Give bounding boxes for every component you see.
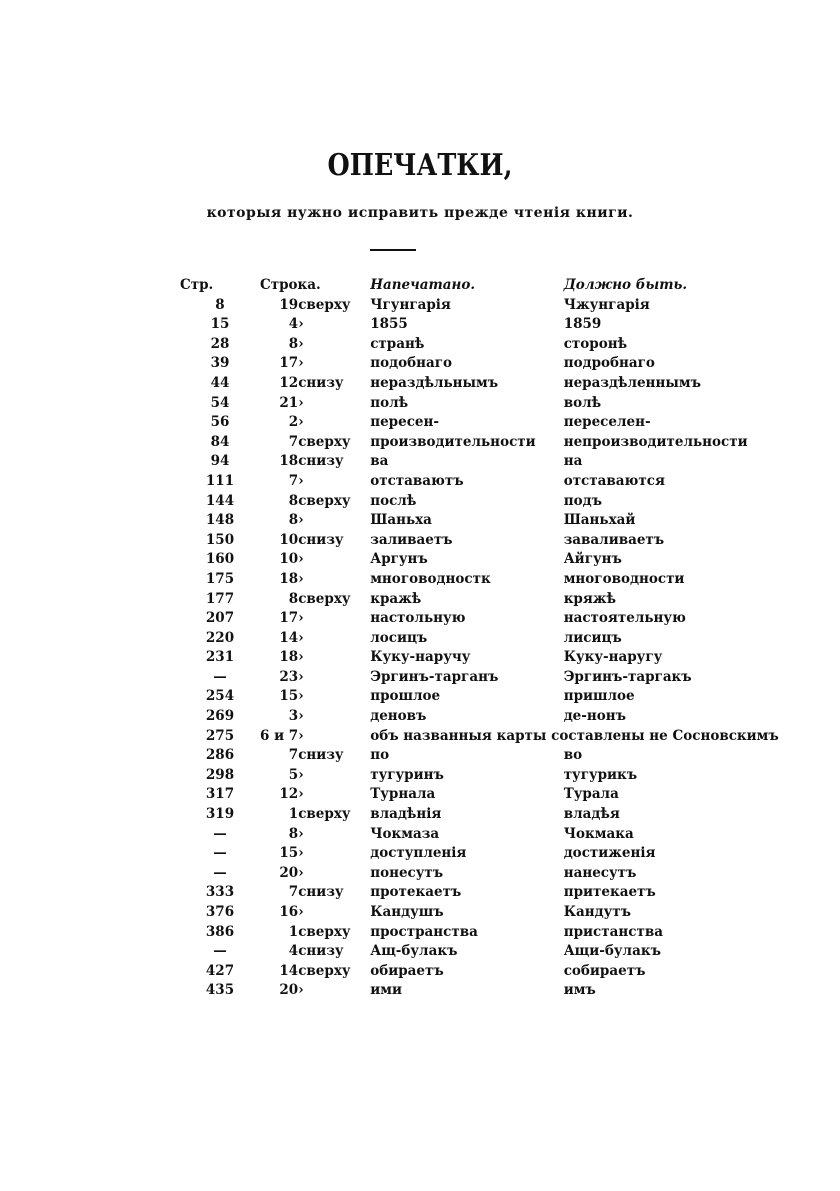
row-correct: нераздѣленнымъ [563,374,701,391]
header-correct: Должно быть. [563,277,688,293]
row-direction: › [298,786,304,803]
table-row [180,394,779,414]
row-direction: › [298,982,304,999]
row-printed: Турнала [370,786,436,803]
row-printed: пересен- [370,414,439,431]
row-printed: полѣ [370,394,409,411]
table-row [180,433,779,453]
row-correct: владѣя [563,806,620,823]
row-printed: настольную [370,610,466,627]
row-correct: отставаются [563,472,665,489]
row-direction: снизу [298,943,344,960]
row-correct: лисицъ [563,629,622,646]
row-printed: Эргинъ-тарганъ [370,668,499,685]
table-row [180,668,779,688]
table-row [180,766,779,786]
row-page: 317 [205,786,235,803]
row-printed: пространства [370,923,478,940]
row-direction: › [298,512,304,529]
row-direction: › [298,766,304,783]
row-direction: сверху [298,962,351,979]
table-row [180,942,779,962]
row-direction: › [298,610,304,627]
page-title: ОПЕЧАТКИ, [327,148,513,183]
row-page: 150 [205,531,235,548]
row-page: 231 [205,649,235,666]
row-direction: › [298,864,304,881]
row-line: 8 [288,512,299,529]
row-line: 14 [279,962,299,979]
row-correct: во [563,747,583,764]
row-correct: Чжунгарія [563,296,650,313]
page-subtitle: которыя нужно исправить прежде чтенія книги. [206,205,634,221]
row-page: — [213,845,227,862]
header-printed: Напечатано. [370,277,476,293]
table-row [180,962,779,982]
row-printed: нераздѣльнымъ [370,374,499,391]
row-direction: сверху [298,923,351,940]
row-direction: › [298,825,304,842]
row-page: 220 [205,629,235,646]
table-row [180,354,779,374]
errata-table [180,276,779,1001]
row-printed: доступленія [370,845,467,862]
row-direction: сверху [298,492,351,509]
row-printed: Чокмаза [370,825,440,842]
row-direction: › [298,727,304,744]
row-correct: непроизводительности [563,433,748,450]
row-correct: достиженія [563,845,656,862]
row-page: 333 [205,884,235,901]
row-line: 8 [288,492,299,509]
row-direction: снизу [298,747,344,764]
row-printed: по [370,747,390,764]
table-row [180,648,779,668]
row-line: 3 [288,708,299,725]
row-direction: › [298,394,304,411]
row-direction: снизу [298,453,344,470]
row-correct: Шаньхай [563,512,636,529]
row-printed: Аргунъ [370,551,428,568]
row-direction: снизу [298,884,344,901]
row-line: 23 [279,668,299,685]
row-printed: Кандушъ [370,904,444,920]
table-row [180,981,779,1001]
row-correct: Эргинъ-таргакъ [563,668,692,685]
row-page: 94 [210,453,230,470]
row-printed: ими [370,982,402,999]
row-correct: подъ [563,492,602,509]
row-printed: производительности [370,433,536,450]
row-direction: снизу [298,531,344,548]
row-line: 1 [288,806,299,823]
table-row [180,727,779,747]
table-row [180,550,779,570]
row-line: 8 [288,335,299,352]
row-line: 17 [279,355,299,372]
table-row [180,746,779,766]
row-page: — [213,943,227,960]
row-correct: пристанства [563,923,663,940]
row-printed: деновъ [370,708,427,725]
table-row [180,903,779,923]
table-row [180,629,779,649]
row-direction: сверху [298,590,351,607]
row-correct: переселен- [563,414,651,431]
row-direction: › [298,355,304,372]
table-row [180,590,779,610]
row-line: 12 [279,786,299,803]
row-page: 286 [205,747,235,764]
row-direction: › [298,668,304,685]
row-correct: настоятельную [563,610,686,627]
row-direction: › [298,551,304,568]
row-direction: сверху [298,296,351,313]
row-direction: › [298,570,304,587]
row-line: 16 [279,904,299,920]
row-page: 376 [205,904,235,920]
row-printed: странѣ [370,335,425,352]
row-correct: Айгунъ [563,551,622,568]
row-direction: › [298,688,304,705]
row-printed: понесутъ [370,864,444,881]
row-line: 18 [279,570,299,587]
row-correct: тугурикъ [563,766,638,783]
row-line: 15 [279,845,299,862]
row-page: 28 [210,335,230,352]
row-printed: тугуринъ [370,766,444,783]
table-row [180,844,779,864]
row-printed: 1855 [370,316,408,333]
row-line: 10 [279,531,299,548]
table-row [180,452,779,472]
row-printed: владѣнія [370,806,442,823]
table-row [180,609,779,629]
table-row [180,687,779,707]
row-direction: › [298,414,304,431]
header-line: Строка. [260,277,321,293]
row-correct: сторонѣ [563,335,628,352]
row-line: 7 [288,884,299,901]
row-correct: пришлое [563,688,635,705]
row-line: 7 [288,472,299,489]
row-printed: Чгунгарія [370,296,451,313]
row-correct: нанесутъ [563,864,637,881]
row-line: 19 [279,296,299,313]
row-line: 4 [288,316,299,333]
row-page: 44 [210,374,230,391]
row-line: 6 и 7 [260,727,299,744]
row-page: — [213,864,227,881]
row-page: — [213,668,227,685]
table-row [180,825,779,845]
row-printed: протекаетъ [370,884,462,901]
row-page: 319 [205,806,235,823]
table-row [180,570,779,590]
row-page: 8 [215,296,225,313]
row-line: 20 [279,864,299,881]
row-correct: де-нонъ [563,708,626,725]
row-page: 435 [205,982,235,999]
table-row [180,707,779,727]
row-direction: › [298,316,304,333]
row-direction: › [298,649,304,666]
table-row [180,315,779,335]
row-line: 7 [288,747,299,764]
row-direction: › [298,472,304,489]
row-correct: Чокмака [563,825,634,842]
separator-rule [370,249,416,251]
row-correct: Ащи-булакъ [563,943,661,960]
row-direction: сверху [298,806,351,823]
row-correct: имъ [563,982,596,999]
row-line: 5 [288,766,299,783]
row-line: 18 [279,453,299,470]
row-page: 54 [210,394,230,411]
row-correct: Турала [563,786,619,803]
row-printed: заливаетъ [370,531,453,548]
table-row [180,864,779,884]
row-direction: › [298,708,304,725]
row-page: 207 [205,610,235,627]
row-page: 39 [210,355,230,372]
row-page: 427 [205,962,235,979]
row-printed: подобнаго [370,355,453,372]
row-printed: многоводностк [370,570,491,587]
row-line: 2 [288,414,299,431]
row-printed: кражѣ [370,590,422,607]
table-row [180,374,779,394]
table-row [180,296,779,316]
row-direction: сверху [298,433,351,450]
row-printed: послѣ [370,492,417,509]
row-correct: Кандутъ [563,904,631,920]
row-page: 160 [205,551,235,568]
row-line: 15 [279,688,299,705]
header-page: Стр. [180,277,214,293]
row-line: 1 [288,923,299,940]
row-page: 15 [210,316,230,333]
row-page: 144 [205,492,235,509]
row-line: 12 [279,374,299,391]
row-page: 269 [205,708,235,725]
table-row [180,492,779,512]
row-printed: отставаютъ [370,472,464,489]
row-line: 18 [279,649,299,666]
row-direction: › [298,629,304,646]
row-correct: многоводности [563,570,685,587]
row-correct: 1859 [563,316,602,333]
row-direction: снизу [298,374,344,391]
table-row [180,472,779,492]
row-correct: кряжѣ [563,590,616,607]
row-direction: › [298,335,304,352]
table-row [180,511,779,531]
row-printed: Шаньха [370,512,432,529]
row-line: 14 [279,629,299,646]
row-printed: лосицъ [370,629,428,646]
row-page: 56 [210,414,230,431]
row-line: 8 [288,825,299,842]
row-correct: Куку-наругу [563,649,663,666]
table-row [180,923,779,943]
row-line: 7 [288,433,299,450]
row-correct: собираетъ [563,962,646,979]
row-printed: прошлое [370,688,441,705]
row-page: 177 [205,590,235,607]
table-row [180,785,779,805]
table-row [180,531,779,551]
row-page: 298 [205,766,235,783]
row-page: 111 [205,472,235,489]
row-correct: подробнаго [563,355,655,372]
row-printed: ва [370,453,389,470]
errata-header-row [180,276,779,296]
row-page: 175 [205,570,235,587]
row-page: — [213,825,227,842]
row-line: 8 [288,590,299,607]
row-correct: заваливаетъ [563,531,665,548]
row-correct: притекаетъ [563,884,656,901]
row-note: объ названныя карты составлены не Сосновскимъ [370,727,779,744]
table-row [180,413,779,433]
table-row [180,335,779,355]
row-correct: волѣ [563,394,602,411]
row-direction: › [298,845,304,862]
row-page: 84 [210,433,230,450]
row-line: 10 [279,551,299,568]
row-page: 275 [205,727,235,744]
row-line: 21 [279,394,299,411]
row-printed: Куку-наручу [370,649,471,666]
row-line: 20 [279,982,299,999]
row-page: 386 [205,923,235,940]
row-printed: Ащ-булакъ [370,943,458,960]
row-page: 254 [205,688,235,705]
row-printed: обираетъ [370,962,444,979]
row-line: 4 [288,943,299,960]
row-correct: на [563,453,583,470]
row-direction: › [298,904,304,920]
table-row [180,883,779,903]
errata-body [180,296,779,1001]
row-page: 148 [205,512,235,529]
row-line: 17 [279,610,299,627]
table-row [180,805,779,825]
